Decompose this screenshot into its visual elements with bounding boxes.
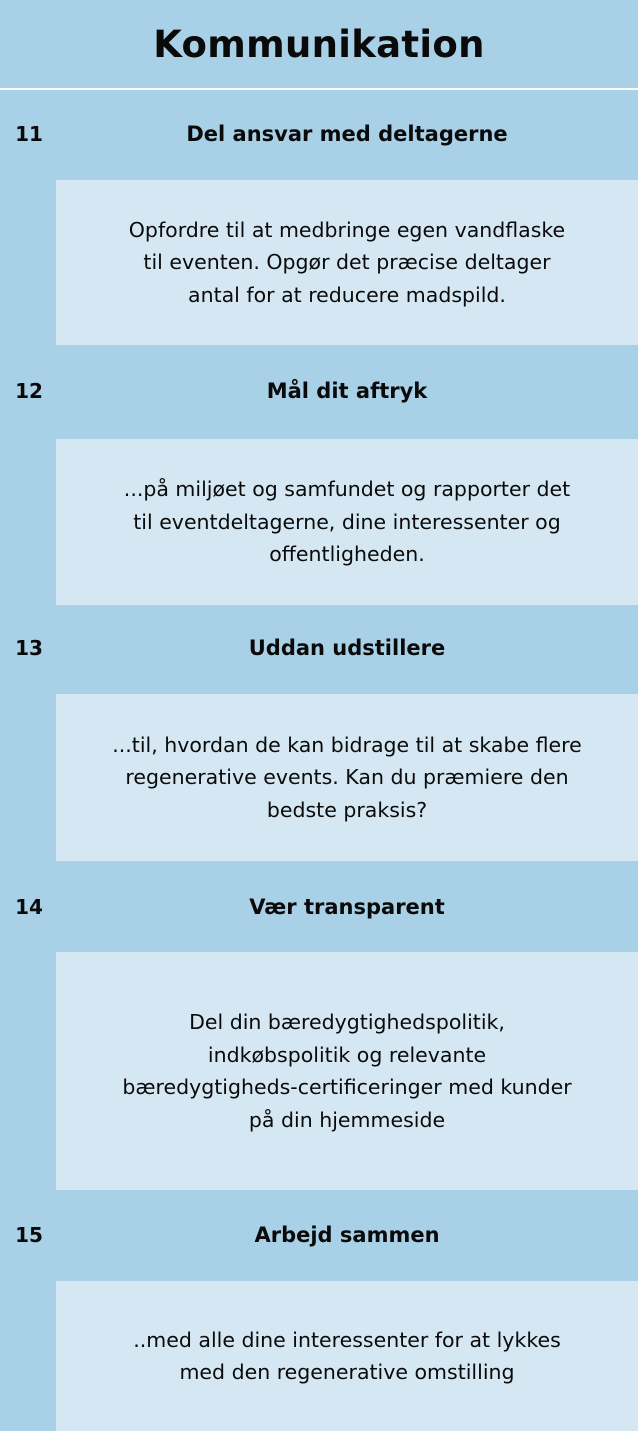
item-body-13 bbox=[56, 694, 638, 861]
item-header-12 bbox=[0, 371, 638, 411]
page-title: Kommunikation bbox=[153, 22, 485, 66]
item-description bbox=[129, 214, 565, 312]
item-number: 14 bbox=[15, 895, 43, 919]
description-line: bedste praksis? bbox=[266, 797, 428, 822]
item-header-14 bbox=[0, 887, 638, 927]
item-description bbox=[112, 729, 581, 827]
item-body-11 bbox=[56, 180, 638, 345]
title-bar bbox=[0, 0, 638, 90]
description-line: ...på miljøet og samfundet og rapporter det bbox=[123, 477, 571, 502]
description-line: til eventdeltagerne, dine interessenter og bbox=[133, 509, 561, 534]
description-line: bæredygtigheds-certificeringer med kunder bbox=[122, 1075, 572, 1099]
item-number: 13 bbox=[15, 636, 43, 660]
item-header-11 bbox=[0, 114, 638, 154]
description-line: antal for at reducere madspild. bbox=[188, 282, 506, 307]
item-description bbox=[133, 1324, 561, 1389]
item-body-12 bbox=[56, 439, 638, 605]
item-heading: Mål dit aftryk bbox=[266, 379, 428, 403]
description-line: på din hjemmeside bbox=[248, 1107, 446, 1132]
description-line: regenerative events. Kan du præmiere den bbox=[125, 765, 569, 790]
description-line: ...til, hvordan de kan bidrage til at skabe flere bbox=[112, 732, 582, 757]
description-line: ..med alle dine interessenter for at lykkes bbox=[133, 1327, 561, 1352]
item-heading: Del ansvar med deltagerne bbox=[186, 122, 508, 146]
item-body-14 bbox=[56, 952, 638, 1190]
item-heading: Arbejd sammen bbox=[254, 1223, 440, 1247]
item-number: 12 bbox=[15, 379, 43, 403]
item-number: 15 bbox=[15, 1223, 43, 1247]
item-heading: Vær transparent bbox=[249, 895, 445, 919]
description-line: indkøbspolitik og relevante bbox=[207, 1042, 487, 1067]
item-description bbox=[124, 473, 570, 571]
item-header-13 bbox=[0, 628, 638, 668]
item-number: 11 bbox=[15, 122, 43, 146]
item-heading: Uddan udstillere bbox=[248, 636, 446, 660]
description-line: offentligheden. bbox=[269, 542, 425, 567]
item-description bbox=[122, 1006, 571, 1136]
description-line: med den regenerative omstilling bbox=[179, 1360, 515, 1384]
item-header-15 bbox=[0, 1215, 638, 1255]
description-line: til eventen. Opgør det præcise deltager bbox=[143, 250, 551, 275]
description-line: Opfordre til at medbringe egen vandflaske bbox=[128, 217, 566, 242]
description-line: Del din bæredygtighedspolitik, bbox=[189, 1010, 505, 1034]
item-body-15 bbox=[56, 1281, 638, 1431]
